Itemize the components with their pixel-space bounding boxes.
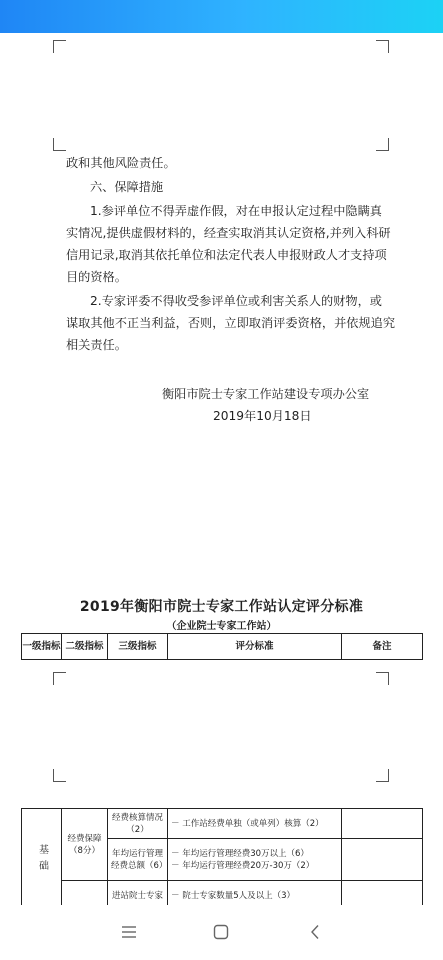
section-heading: 六、保障措施 [90, 180, 164, 194]
crop-mark-bottom-right [376, 138, 389, 151]
table-row [22, 809, 423, 839]
document-viewer[interactable] [0, 33, 443, 905]
crop-mark-top-left [53, 40, 66, 53]
crop-mark-bottom-right [376, 769, 389, 782]
status-bar [0, 0, 443, 33]
menu-icon [121, 925, 137, 939]
table-header-row [22, 634, 423, 660]
cell-criteria: － 工作站经费单独（或单列）核算（2） [168, 809, 342, 839]
table-title: 2019年衡阳市院士专家工作站认定评分标准 [79, 599, 364, 615]
paragraph-line: 谋取其他不正当利益，否则，立即取消评委资格，并依规追究 [66, 316, 396, 330]
paragraph-line: 2.专家评委不得收受参评单位或利害关系人的财物，或 [90, 294, 382, 308]
crop-mark-top-left [53, 672, 66, 685]
crop-mark-bottom-left [53, 769, 66, 782]
home-button[interactable] [210, 921, 232, 943]
paragraph-line: 相关责任。 [66, 338, 127, 352]
cell-criteria: － 院士专家数量5人及以上（3） [168, 881, 342, 906]
score-table-body [21, 808, 423, 905]
paragraph-line: 政和其他风险责任。 [66, 156, 176, 170]
table-subtitle: （企业院士专家工作站） [166, 621, 277, 632]
header-criteria: 评分标准 [168, 634, 342, 660]
header-notes: 备注 [342, 634, 423, 660]
table-row [22, 881, 423, 906]
cell-notes [342, 809, 423, 839]
paragraph-line: 1.参评单位不得弄虚作假，对在申报认定过程中隐瞒真 [90, 204, 382, 218]
paragraph-line: 实情况,提供虚假材料的，经查实取消其认定资格,并列入科研 [66, 226, 391, 240]
criteria-line: － 年均运行管理经费20万-30万（2） [171, 860, 315, 871]
header-level3: 三级指标 [108, 634, 168, 660]
menu-button[interactable] [118, 921, 140, 943]
cell-level2: 经费保障（8分） [62, 809, 108, 881]
header-level1: 一级指标 [22, 634, 62, 660]
back-icon [309, 924, 321, 940]
navigation-bar [0, 905, 443, 960]
signature-date: 2019年10月18日 [213, 409, 312, 423]
cell-notes [342, 881, 423, 906]
cell-level3: 年均运行管理经费总额（6） [108, 839, 168, 881]
cell-level3: 进站院士专家 [108, 881, 168, 906]
crop-mark-top-right [376, 40, 389, 53]
header-level2: 二级指标 [62, 634, 108, 660]
crop-mark-bottom-left [53, 138, 66, 151]
criteria-line: － 年均运行管理经费30万以上（6） [171, 848, 309, 859]
crop-mark-top-right [376, 672, 389, 685]
cell-notes [342, 839, 423, 881]
home-icon [213, 924, 229, 940]
cell-level2 [62, 881, 108, 906]
cell-criteria [168, 839, 342, 881]
cell-level1: 基础 [22, 809, 62, 906]
paragraph-line: 信用记录,取消其依托单位和法定代表人申报财政人才支持项 [66, 248, 387, 262]
paragraph-line: 目的资格。 [66, 270, 127, 284]
signature-org: 衡阳市院士专家工作站建设专项办公室 [162, 387, 370, 401]
score-table-header [21, 633, 423, 660]
cell-level3: 经费核算情况（2） [108, 809, 168, 839]
back-button[interactable] [304, 921, 326, 943]
